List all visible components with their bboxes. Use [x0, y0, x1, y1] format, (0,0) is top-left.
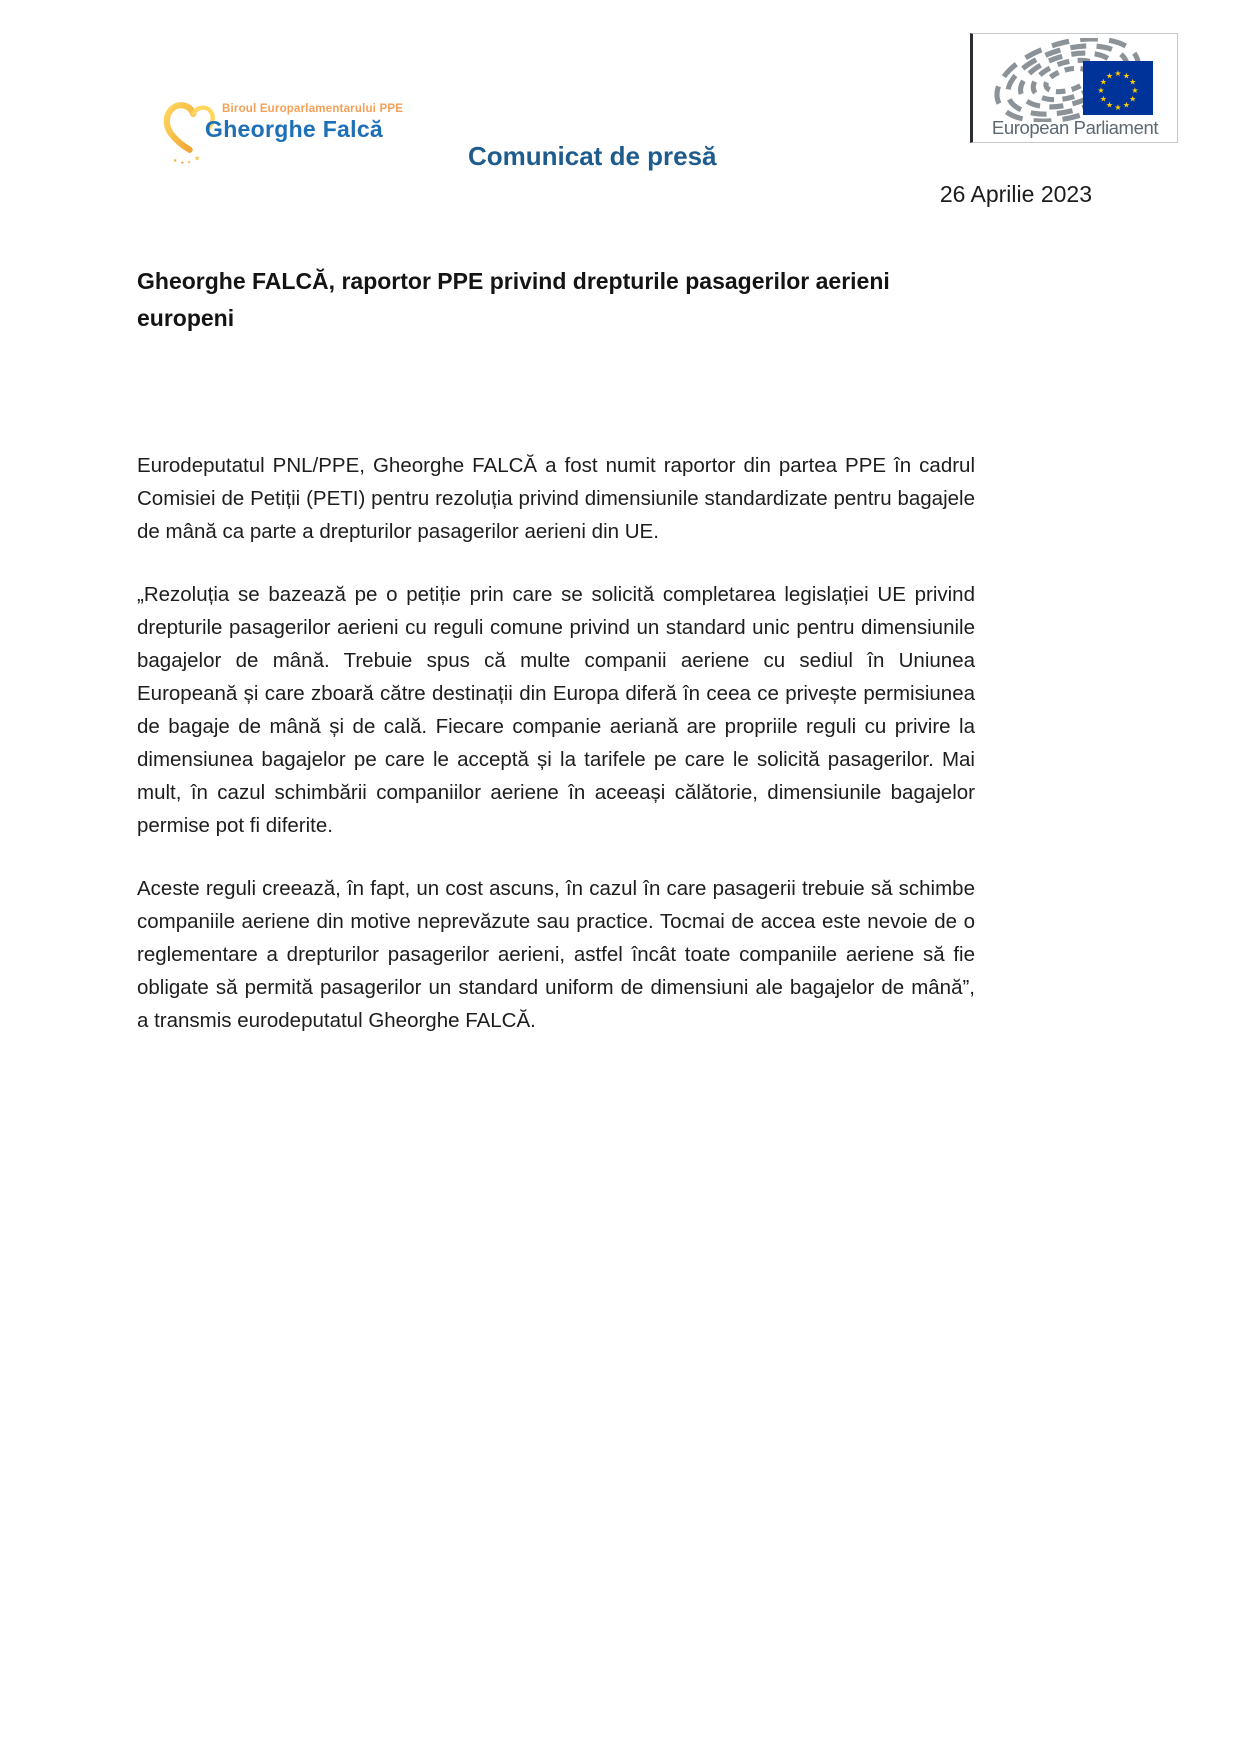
press-release-heading: Comunicat de presă [468, 141, 717, 171]
svg-text:★: ★ [1129, 77, 1137, 87]
svg-text:★: ★ [1099, 94, 1107, 104]
paragraph-1: Eurodeputatul PNL/PPE, Gheorghe FALCĂ a fost numit raportor din partea PPE în cadrul Comisiei de Petiții (PETI) pentru rezoluția privind dimensiunile standardizate pentru bagajele de mână ca parte a drepturilor pasagerilor aerieni din UE. [137, 454, 975, 543]
svg-text:★: ★ [1097, 86, 1105, 95]
eu-flag-icon [1083, 61, 1153, 115]
svg-text:★: ★ [1122, 71, 1131, 81]
paragraph-3: Aceste reguli creează, în fapt, un cost ascuns, în cazul în care pasagerii trebuie să schimbe companiile aeriene din motive neprevăzute sau practice. Tocmai de accea este nevoie de o reglementare a drepturilor pasagerilor aerieni, astfel încât toate companiile aeriene să fie obligate să permită pasagerilor un standard uniform de dimensiuni ale bagajelor de mână”, a transmis eurodeputatul Gheorghe FALCĂ. [137, 877, 975, 1032]
date-line: 26 Aprilie 2023 [939, 181, 1092, 207]
european-parliament-logo [970, 33, 1178, 143]
svg-text:★: ★ [1099, 77, 1107, 87]
svg-text:★: ★ [187, 159, 192, 165]
falca-logo-tagline: Biroul Europarlamentarului PPE [222, 103, 404, 115]
svg-text:★: ★ [1105, 100, 1114, 110]
svg-text:★: ★ [1114, 69, 1122, 78]
svg-text:★: ★ [1114, 103, 1122, 112]
svg-text:★: ★ [1122, 100, 1131, 110]
svg-text:★: ★ [193, 155, 201, 163]
document-title: Gheorghe FALCĂ, raportor PPE privind drepturile pasagerilor aerieni europeni [137, 268, 890, 332]
falca-office-logo [158, 96, 408, 171]
svg-text:★: ★ [1105, 71, 1114, 81]
svg-text:★: ★ [172, 159, 178, 165]
falca-logo-name: Gheorghe Falcă [205, 116, 384, 142]
svg-text:★: ★ [180, 160, 185, 165]
paragraph-2: „Rezoluția se bazează pe o petiție prin care se solicită completarea legislației UE privind drepturile pasagerilor aerieni cu reguli comune privind un standard unic pentru dimensiunile bagajelor de mână. Trebuie spus că multe companii aeriene cu sediul în Uniunea Europeană și care zboară către destinații din Europa diferă în ceea ce privește permisiunea de bagaje de mână și de cală. Fiecare companie aeriană are propriile reguli cu privire la dimensiunea bagajelor pe care le acceptă și la tarifele pe care le solicită pasagerilor. Mai mult, în cazul schimbării companiilor aeriene în aceeași călătorie, dimensiunile bagajelor permise pot fi diferite. [137, 583, 975, 837]
svg-text:★: ★ [1129, 94, 1137, 104]
ep-logo-label: European Parliament [991, 117, 1159, 138]
document-body [137, 449, 975, 1067]
svg-text:★: ★ [1131, 86, 1139, 95]
